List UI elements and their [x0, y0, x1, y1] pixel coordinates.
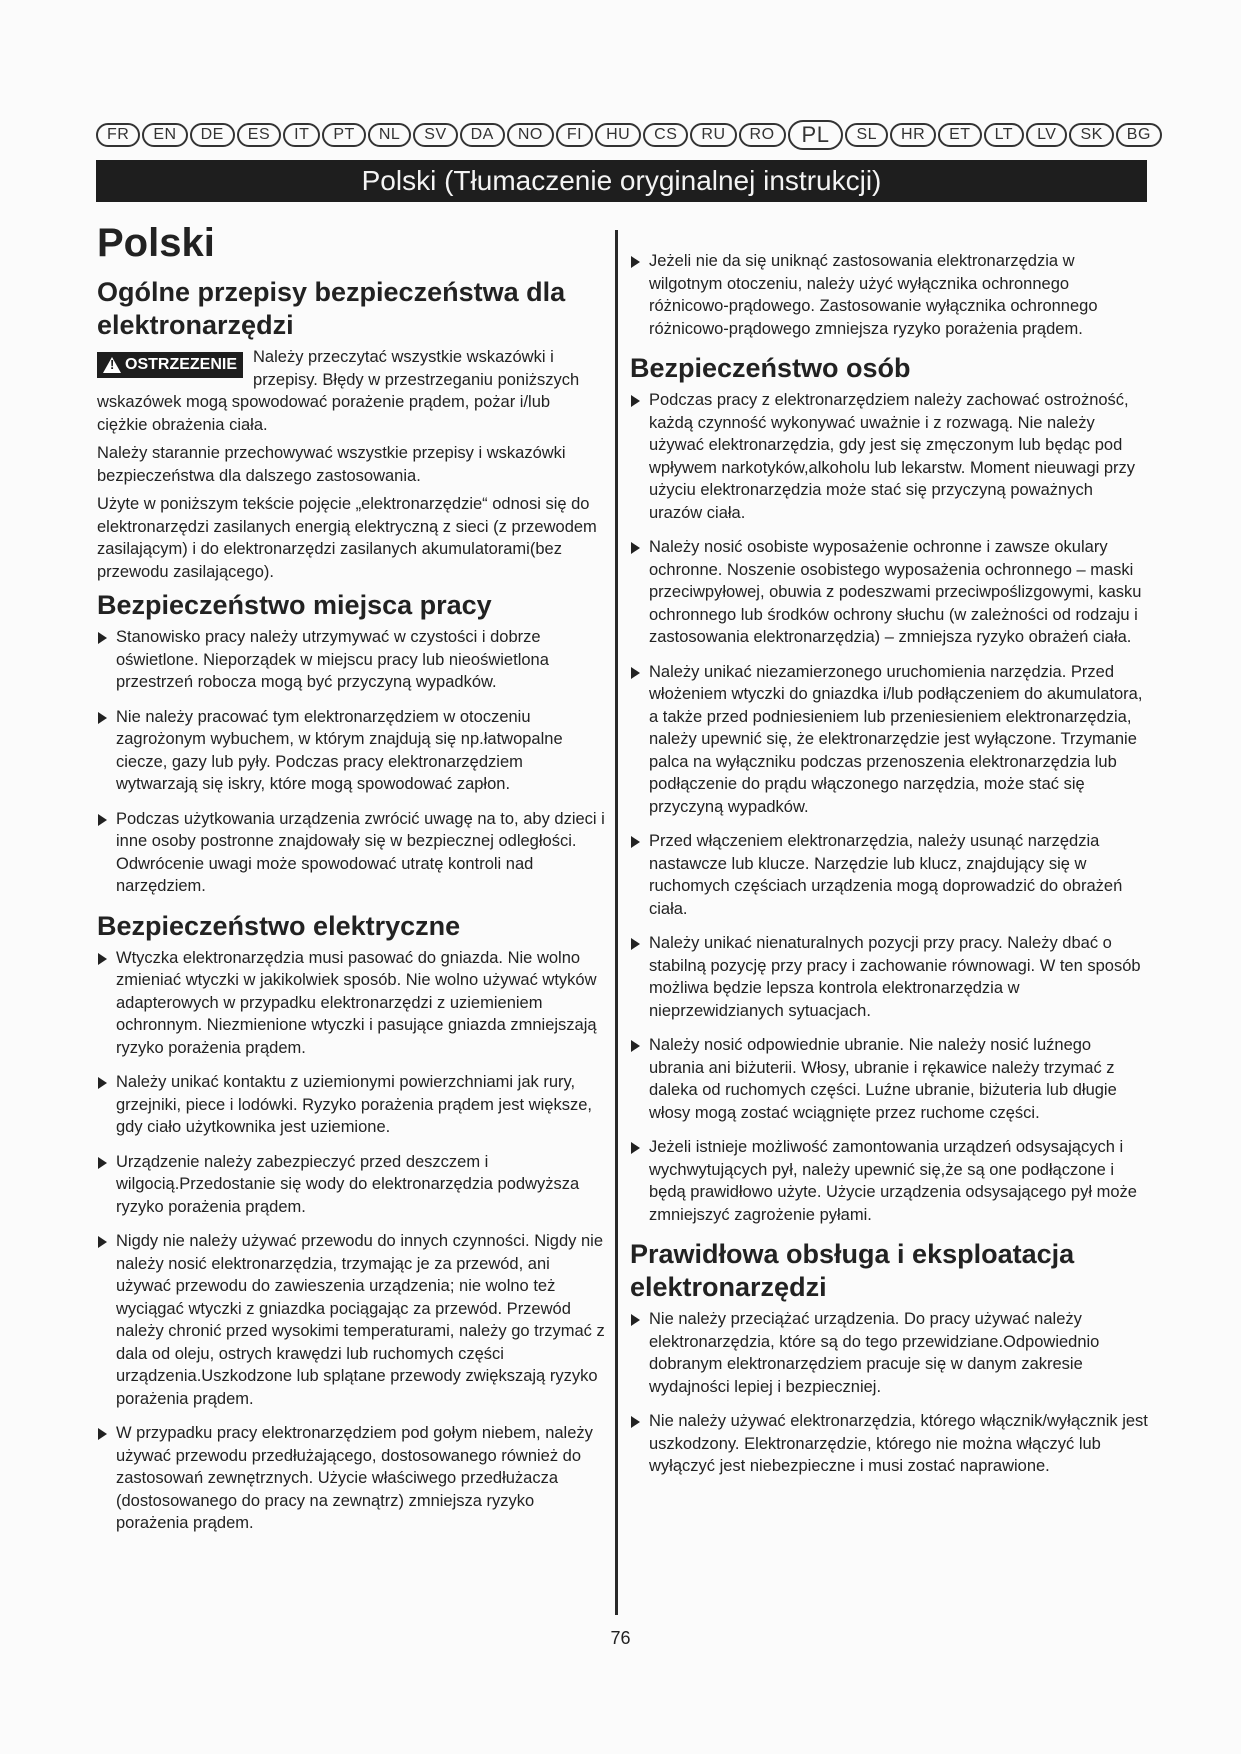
electrical-safety-continued-list — [630, 250, 1148, 340]
language-chip-sk: SK — [1069, 123, 1113, 147]
language-chip-cs: CS — [643, 123, 688, 147]
language-chip-no: NO — [507, 123, 554, 147]
left-column — [97, 220, 605, 1547]
list-item: Podczas pracy z elektronarzędziem należy zachować ostrożność, każdą czynność wykonywać uważnie i z rozwagą. Nie należy używać elektronarzędzia, gdy jest się zmęczonym lub będąc pod wpływem narkotyków,alkoholu lub lekarstw. Moment nieuwagi przy użyciu elektronarzędzia może stać się przyczyną poważnych urazów ciała. — [630, 389, 1148, 524]
list-item: Nie należy pracować tym elektronarzędziem w otoczeniu zagrożonym wybuchem, w którym znajdują się np.łatwopalne ciecze, gazy lub pyły. Podczas pracy elektronarzędziem wytwarzają się iskry, które mogą spowodować zapłon. — [97, 706, 605, 796]
language-chip-fi: FI — [556, 123, 593, 147]
language-chip-sl: SL — [845, 123, 888, 147]
language-chip-et: ET — [938, 123, 981, 147]
language-chip-it: IT — [283, 123, 320, 147]
personal-safety-list — [630, 389, 1148, 1226]
list-item: Przed włączeniem elektronarzędzia, należy usunąć narzędzia nastawcze lub klucze. Narzędzie lub klucz, znajdujący się w ruchomych częściach urządzenia mogą doprowadzić do obrażeń ciała. — [630, 830, 1148, 920]
list-item: Należy unikać nienaturalnych pozycji przy pracy. Należy dbać o stabilną pozycję przy pracy i zachowanie równowagi. W ten sposób możliwa będzie lepsza kontrola elektronarzędzia w nieprzewidzianych sytuacjach. — [630, 932, 1148, 1022]
tool-handling-list — [630, 1308, 1148, 1478]
language-chip-de: DE — [190, 123, 235, 147]
keep-instructions-text: Należy starannie przechowywać wszystkie przepisy i wskazówki bezpieczeństwa dla dalszego zastosowania. — [97, 444, 566, 485]
list-item: Należy nosić osobiste wyposażenie ochronne i zawsze okulary ochronne. Noszenie osobistego wyposażenia ochronnego – maski przeciwpyłowej, obuwia z podeszwami przeciwpoślizgowymi, kasku ochronnego lub środków ochrony słuchu (w zależności od rodzaju i zastosowania elektronarzędzia) – zmniejsza ryzyko obrażeń ciała. — [630, 536, 1148, 649]
language-chip-sv: SV — [413, 123, 457, 147]
language-chip-hr: HR — [890, 123, 936, 147]
list-item: Należy unikać niezamierzonego uruchomienia narzędzia. Przed włożeniem wtyczki do gniazdka i/lub podłączeniem do akumulatora, a także przed podniesieniem lub przeniesieniem elektronarzędzia, należy upewnić się, że elektronarzędzie jest wyłączone. Trzymanie palca na wyłączniku podczas przenoszenia elektronarzędzia lub podłączenie do prądu włączonego narzędzia, może stać się przyczyną wypadków. — [630, 661, 1148, 819]
term-definition-text: Użyte w poniższym tekście pojęcie „elektronarzędzie“ odnosi się do elektronarzędzi zasilanych energią elektryczną z sieci (z przewodem zasilającym) i do elektronarzędzi zasilanych akumulatorami(bez przewodu zasilającego). — [97, 495, 597, 581]
right-column — [630, 250, 1148, 1490]
warning-badge — [97, 352, 243, 378]
list-item: Jeżeli istnieje możliwość zamontowania urządzeń odsysających i wychwytujących pył, należy upewnić się,że są one podłączone i będą prawidłowo użyte. Użycie urządzenia odsysającego pył może zmniejszyć zagrożenie pyłami. — [630, 1136, 1148, 1226]
list-item: Stanowisko pracy należy utrzymywać w czystości i dobrze oświetlone. Nieporządek w miejscu pracy lub nieoświetlona przestrzeń robocza mogą być przyczyną wypadków. — [97, 626, 605, 694]
language-chip-es: ES — [237, 123, 281, 147]
language-chip-ru: RU — [690, 123, 736, 147]
list-item: Nie należy używać elektronarzędzia, którego włącznik/wyłącznik jest uszkodzony. Elektronarzędzie, którego nie można włączyć lub wyłączyć jest niebezpieczne i musi zostać naprawione. — [630, 1410, 1148, 1478]
list-item: Nie należy przeciążać urządzenia. Do pracy używać należy elektronarzędzia, które są do tego przewidziane.Odpowiednio dobranym elektronarzędziem pracuje się w danym zakresie wydajności lepiej i bezpieczniej. — [630, 1308, 1148, 1398]
warning-label: OSTRZEZENIE — [125, 356, 238, 373]
list-item: Należy unikać kontaktu z uziemionymi powierzchniami jak rury, grzejniki, piece i lodówki. Ryzyko porażenia prądem jest większe, gdy ciało użytkownika jest uziemione. — [97, 1071, 605, 1139]
workplace-safety-heading: Bezpieczeństwo miejsca pracy — [97, 590, 492, 620]
list-item: Urządzenie należy zabezpieczyć przed deszczem i wilgocią.Przedostanie się wody do elektronarzędzia podwyższa ryzyko porażenia prądem. — [97, 1151, 605, 1219]
warning-triangle-icon — [103, 357, 121, 373]
language-chip-ro: RO — [739, 123, 786, 147]
language-chip-pt: PT — [322, 123, 365, 147]
language-chip-lv: LV — [1026, 123, 1067, 147]
page-title-bar — [96, 160, 1147, 202]
page-number: 76 — [610, 1628, 631, 1648]
language-chip-bg: BG — [1116, 123, 1162, 147]
list-item: W przypadku pracy elektronarzędziem pod gołym niebem, należy używać przewodu przedłużającego, dostosowanego również do zastosowań zewnętrznych. Użycie właściwego przedłużacza (dostosowanego do pracy na zewnątrz) zmniejsza ryzyko porażenia prądem. — [97, 1422, 605, 1535]
list-item: Nigdy nie należy używać przewodu do innych czynności. Nigdy nie należy nosić elektronarzędzia, trzymając je za przewód, ani używać przewodu do zawieszenia urządzenia; nie wolno też wyciągać wtyczki z gniazdka pociągając za przewód. Przewód należy chronić przed wysokimi temperaturami, należy go trzymać z dala od oleju, ostrych krawędzi lub ruchomych części urządzenia.Uszkodzone lub splątane przewody zwiększają ryzyko porażenia prądem. — [97, 1230, 605, 1410]
column-divider — [615, 230, 618, 1615]
general-safety-heading: Ogólne przepisy bezpieczeństwa dla elektronarzędzi — [97, 277, 566, 340]
workplace-safety-list — [97, 626, 605, 898]
language-chip-nl: NL — [368, 123, 411, 147]
language-chip-pl: PL — [788, 120, 844, 150]
electrical-safety-heading: Bezpieczeństwo elektryczne — [97, 910, 461, 941]
language-heading: Polski — [97, 221, 215, 265]
list-item: Podczas użytkowania urządzenia zwrócić uwagę na to, aby dzieci i inne osoby postronne znajdowały się w bezpiecznej odległości. Odwrócenie uwagi może spowodować utratę kontroli nad narzędziem. — [97, 808, 605, 898]
list-item: Należy nosić odpowiednie ubranie. Nie należy nosić luźnego ubrania ani biżuterii. Włosy, ubranie i rękawice należy trzymać z daleka od ruchomych części. Luźne ubranie, biżuteria lub długie włosy mogą zostać wciągnięte przez ruchome części. — [630, 1034, 1148, 1124]
language-chip-hu: HU — [595, 123, 641, 147]
list-item: Wtyczka elektronarzędzia musi pasować do gniazda. Nie wolno zmieniać wtyczki w jakikolwiek sposób. Nie wolno używać wtyków adapterowych w przypadku elektronarzędzi z uziemieniem ochronnym. Niezmienione wtyczki i pasujące gniazda zmniejszają ryzyko porażenia prądem. — [97, 947, 605, 1060]
electrical-safety-list — [97, 947, 605, 1535]
language-chip-fr: FR — [96, 123, 140, 147]
warning-text: Należy przeczytać wszystkie wskazówki i przepisy. Błędy w przestrzeganiu poniższych wskazówek mogą spowodować porażenie prądem, pożar i/lub ciężkie obrażenia ciała. — [97, 348, 580, 434]
page-title: Polski (Tłumaczenie oryginalnej instrukcji) — [361, 165, 882, 196]
personal-safety-heading: Bezpieczeństwo osób — [630, 353, 911, 383]
language-chip-en: EN — [142, 123, 187, 147]
language-chip-da: DA — [460, 123, 505, 147]
list-item: Jeżeli nie da się uniknąć zastosowania elektronarzędzia w wilgotnym otoczeniu, należy użyć wyłącznika ochronnego różnicowo-prądowego. Zastosowanie wyłącznika ochronnego różnicowo-prądowego zmniejsza ryzyko porażenia prądem. — [630, 250, 1148, 340]
tool-handling-heading: Prawidłowa obsługa i eksploatacja elektronarzędzi — [630, 1239, 1075, 1302]
language-chip-lt: LT — [984, 123, 1024, 147]
warning-block — [97, 346, 605, 436]
language-selector — [96, 120, 1151, 150]
